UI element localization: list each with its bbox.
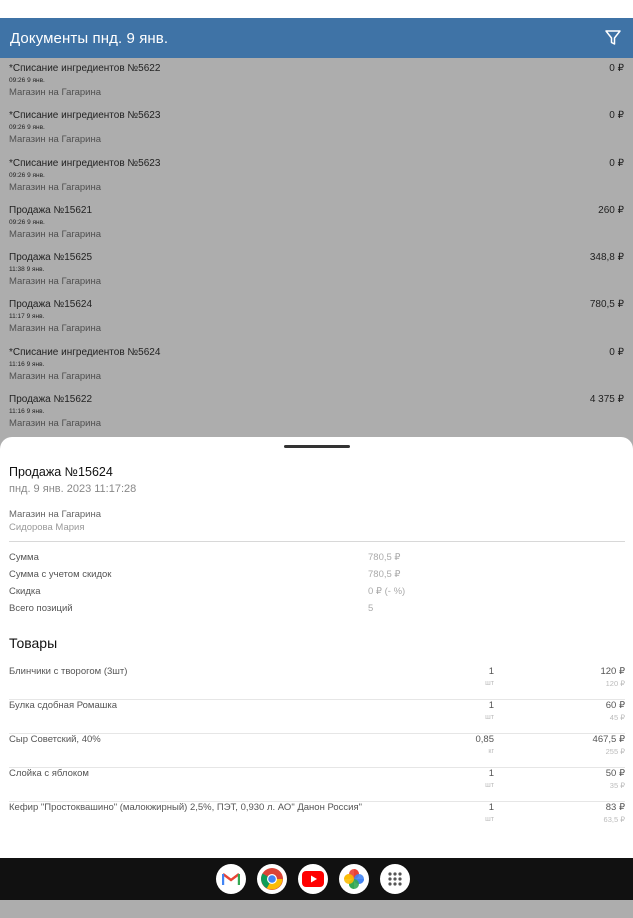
document-item[interactable] [0, 58, 633, 105]
item-price: 120 ₽ [605, 679, 625, 688]
item-price: 255 ₽ [605, 747, 625, 756]
item-name: Булка сдобная Ромашка [9, 700, 118, 711]
chrome-icon[interactable] [257, 864, 287, 894]
item-unit: шт [485, 782, 494, 789]
document-item[interactable] [0, 389, 633, 436]
document-name: *Списание ингредиентов №5622 [9, 63, 161, 74]
document-amount: 348,8 ₽ [589, 252, 624, 264]
documents-list [0, 58, 633, 438]
document-item[interactable] [0, 294, 633, 341]
item-price: 63,5 ₽ [603, 815, 625, 824]
summary-value: 0 ₽ (- %) [368, 586, 406, 597]
item-total: 83 ₽ [605, 802, 625, 813]
item-total: 467,5 ₽ [592, 734, 625, 745]
item-qty: 0,85 [475, 734, 494, 745]
filter-icon[interactable] [603, 28, 623, 48]
document-shop: Магазин на Гагарина [9, 181, 102, 193]
document-time: 09:26 9 янв. [9, 124, 45, 132]
item-qty: 1 [488, 768, 494, 779]
document-shop: Магазин на Гагарина [9, 228, 102, 240]
document-shop: Магазин на Гагарина [9, 323, 102, 335]
document-name: Продажа №15624 [9, 299, 93, 311]
gmail-icon[interactable] [216, 864, 246, 894]
sheet-seller: Сидорова Мария [9, 522, 85, 533]
sheet-shop: Магазин на Гагарина [9, 509, 102, 520]
item-unit: шт [485, 816, 494, 823]
document-time: 09:26 9 янв. [9, 218, 45, 226]
item-total: 50 ₽ [605, 768, 625, 779]
document-item[interactable] [0, 247, 633, 294]
drag-handle[interactable] [284, 445, 350, 448]
document-shop: Магазин на Гагарина [9, 370, 102, 382]
document-name: *Списание ингредиентов №5624 [9, 346, 161, 358]
item-unit: шт [485, 680, 494, 687]
document-amount: 0 ₽ [609, 346, 624, 358]
goods-item[interactable] [9, 734, 625, 768]
item-unit: шт [485, 714, 494, 721]
document-amount: 4 375 ₽ [589, 394, 624, 406]
document-shop: Магазин на Гагарина [9, 418, 102, 430]
document-name: Продажа №15625 [9, 252, 93, 264]
item-qty: 1 [488, 700, 494, 711]
document-shop: Магазин на Гагарина [9, 134, 102, 146]
document-amount: 0 ₽ [609, 110, 624, 122]
document-time: 11:16 9 янв. [9, 408, 45, 416]
item-name: Сыр Советский, 40% [9, 734, 101, 745]
document-time: 11:16 9 янв. [9, 360, 45, 368]
summary-value: 5 [368, 603, 374, 614]
document-name: Продажа №15622 [9, 394, 93, 406]
document-item[interactable] [0, 153, 633, 200]
item-price: 35 ₽ [609, 781, 625, 790]
item-name: Блинчики с творогом (3шт) [9, 666, 128, 677]
document-item[interactable] [0, 342, 633, 389]
youtube-icon[interactable] [298, 864, 328, 894]
document-time: 09:26 9 янв. [9, 171, 45, 179]
summary-value: 780,5 ₽ [368, 569, 401, 580]
status-bar [0, 0, 633, 18]
goods-item[interactable] [9, 700, 625, 734]
app-dock [216, 864, 410, 894]
item-total: 120 ₽ [600, 666, 625, 677]
item-name: Кефир "Простоквашино" (малокжирный) 2,5%, ПЭТ, 0,930 л. АО" Данон Россия" [9, 802, 362, 813]
item-price: 45 ₽ [609, 713, 625, 722]
document-amount: 780,5 ₽ [589, 299, 624, 311]
summary-label: Скидка [9, 586, 41, 597]
goods-item[interactable] [9, 666, 625, 700]
document-shop: Магазин на Гагарина [9, 276, 102, 288]
document-item[interactable] [0, 105, 633, 152]
document-amount: 0 ₽ [609, 157, 624, 169]
goods-item[interactable] [9, 802, 625, 836]
summary-label: Всего позиций [9, 603, 73, 614]
document-time: 11:17 9 янв. [9, 313, 45, 321]
document-amount: 260 ₽ [598, 204, 624, 216]
item-qty: 1 [488, 666, 494, 677]
sheet-datetime: пнд. 9 янв. 2023 11:17:28 [9, 483, 137, 495]
document-amount: 0 ₽ [609, 63, 624, 74]
document-detail-sheet [0, 437, 633, 858]
goods-heading: Товары [9, 635, 58, 651]
divider [9, 541, 625, 542]
page-title: Документы пнд. 9 янв. [10, 29, 169, 47]
document-name: *Списание ингредиентов №5623 [9, 157, 161, 169]
document-name: Продажа №15621 [9, 204, 93, 216]
summary-label: Сумма [9, 552, 39, 563]
item-name: Слойка с яблоком [9, 768, 89, 779]
summary-value: 780,5 ₽ [368, 552, 401, 563]
item-total: 60 ₽ [605, 700, 625, 711]
document-name: *Списание ингредиентов №5623 [9, 110, 161, 122]
summary-label: Сумма с учетом скидок [9, 569, 112, 580]
goods-item[interactable] [9, 768, 625, 802]
item-unit: кг [488, 748, 494, 755]
photos-icon[interactable] [339, 864, 369, 894]
app-bar [0, 18, 633, 58]
document-shop: Магазин на Гагарина [9, 87, 102, 98]
item-qty: 1 [488, 802, 494, 813]
document-item[interactable] [0, 200, 633, 247]
app-drawer-icon[interactable] [380, 864, 410, 894]
sheet-title: Продажа №15624 [9, 465, 113, 479]
document-time: 09:26 9 янв. [9, 77, 45, 84]
document-time: 11:38 9 янв. [9, 266, 45, 274]
